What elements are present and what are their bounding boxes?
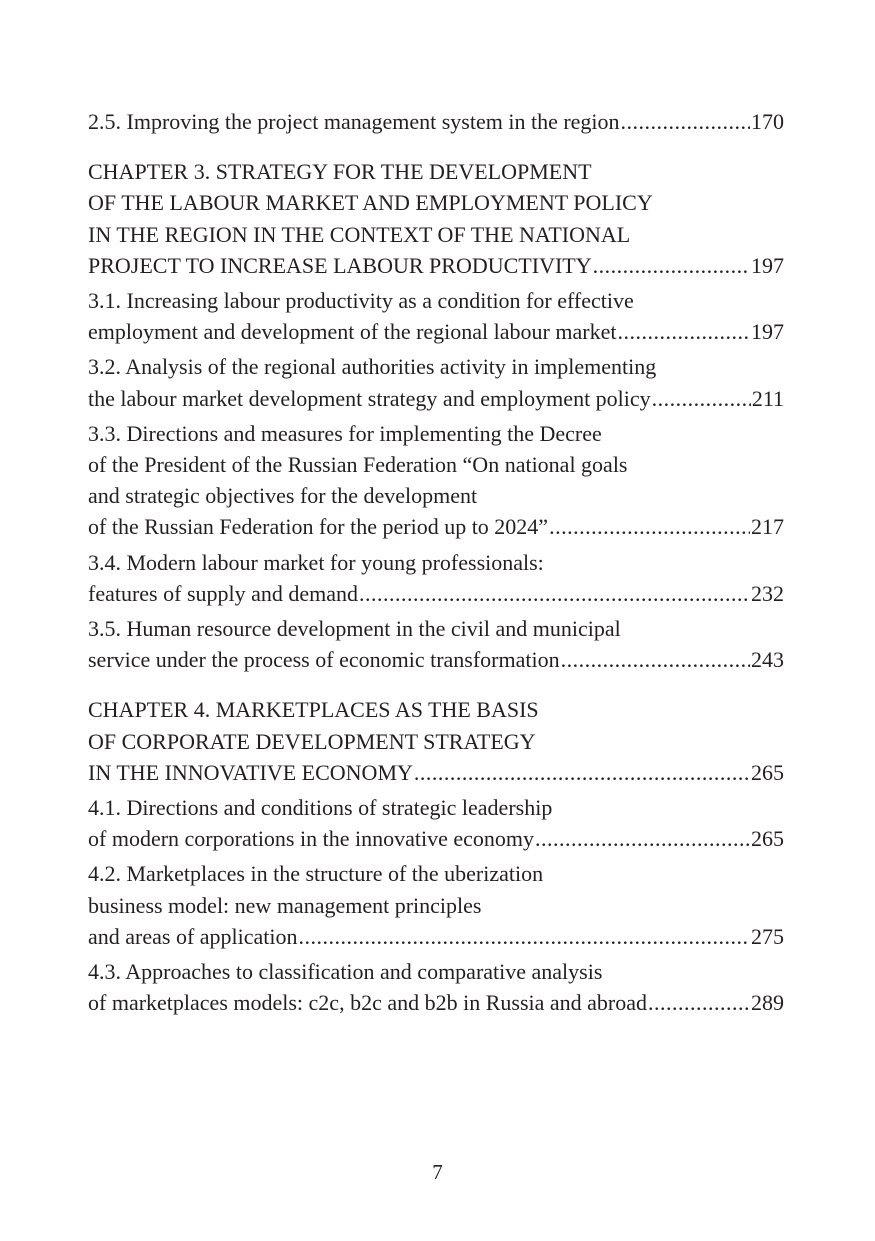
toc-line [88, 316, 784, 347]
table-of-contents [88, 106, 784, 1022]
toc-text: CHAPTER 3. STRATEGY FOR THE DEVELOPMENT [88, 159, 592, 185]
toc-text: of the President of the Russian Federation “On national goals [88, 452, 628, 478]
dot-leader [535, 823, 750, 854]
dot-leader [593, 250, 750, 281]
dot-leader [414, 757, 750, 788]
toc-entry-chapter-4[interactable] [88, 694, 784, 788]
page-ref: 289 [751, 990, 784, 1016]
toc-entry-4-3[interactable] [88, 956, 784, 1018]
dot-leader [621, 106, 750, 137]
toc-text: and strategic objectives for the development [88, 483, 478, 509]
toc-line [88, 106, 784, 137]
toc-line [88, 757, 784, 788]
toc-entry-3-1[interactable] [88, 285, 784, 347]
toc-text: features of supply and demand [88, 580, 359, 606]
toc-line [88, 383, 784, 414]
page-ref: 265 [751, 759, 784, 785]
page-ref: 197 [751, 319, 784, 345]
page-ref: 197 [751, 252, 784, 278]
toc-line [88, 511, 784, 542]
toc-entry-3-4[interactable] [88, 547, 784, 609]
toc-text: IN THE REGION IN THE CONTEXT OF THE NATIONAL [88, 221, 631, 247]
toc-entry-3-5[interactable] [88, 613, 784, 675]
toc-line [88, 823, 784, 854]
page-ref: 232 [751, 580, 784, 606]
toc-entry-3-3[interactable] [88, 418, 784, 543]
toc-text: OF CORPORATE DEVELOPMENT STRATEGY [88, 728, 536, 754]
toc-text: 3.2. Analysis of the regional authorities activity in implementing [88, 354, 657, 380]
toc-text: 3.3. Directions and measures for implementing the Decree [88, 420, 602, 446]
toc-line [88, 987, 784, 1018]
toc-entry-4-1[interactable] [88, 792, 784, 854]
toc-text: employment and development of the regional labour market [88, 319, 617, 345]
page-ref: 243 [751, 647, 784, 673]
dot-leader [299, 921, 750, 952]
toc-entry-chapter-3[interactable] [88, 156, 784, 281]
toc-text: the labour market development strategy and employment policy [88, 385, 651, 411]
toc-text: 3.5. Human resource development in the civil and municipal [88, 616, 621, 642]
toc-line [88, 578, 784, 609]
page-ref: 217 [751, 514, 784, 540]
toc-text: 3.1. Increasing labour productivity as a condition for effective [88, 288, 634, 314]
toc-entry-4-2[interactable] [88, 858, 784, 952]
toc-text: 4.3. Approaches to classification and comparative analysis [88, 959, 603, 985]
page-ref: 265 [751, 826, 784, 852]
toc-entry-2-5[interactable] [88, 106, 784, 137]
dot-leader [561, 644, 750, 675]
toc-text: IN THE INNOVATIVE ECONOMY [88, 759, 413, 785]
toc-entry-3-2[interactable] [88, 351, 784, 413]
toc-text: 4.2. Marketplaces in the structure of the uberization [88, 861, 544, 887]
page-ref: 275 [751, 923, 784, 949]
toc-text: 2.5. Improving the project management system in the region [88, 109, 620, 134]
toc-text: of marketplaces models: c2c, b2c and b2b in Russia and abroad [88, 990, 648, 1016]
toc-text: of the Russian Federation for the period up to 2024” [88, 514, 549, 540]
toc-text: 4.1. Directions and conditions of strategic leadership [88, 795, 553, 821]
toc-line [88, 644, 784, 675]
page-number: 7 [432, 1160, 443, 1184]
toc-text: PROJECT TO INCREASE LABOUR PRODUCTIVITY [88, 252, 592, 278]
dot-leader [652, 383, 751, 414]
toc-text: service under the process of economic transformation [88, 647, 560, 673]
page-ref: 211 [751, 385, 784, 411]
dot-leader [549, 511, 750, 542]
toc-text: and areas of application [88, 923, 298, 949]
toc-text: OF THE LABOUR MARKET AND EMPLOYMENT POLICY [88, 190, 653, 216]
toc-text: of modern corporations in the innovative economy [88, 826, 534, 852]
page-ref: 170 [751, 109, 784, 134]
dot-leader [617, 316, 750, 347]
toc-line [88, 250, 784, 281]
toc-text: CHAPTER 4. MARKETPLACES AS THE BASIS [88, 697, 539, 723]
dot-leader [648, 987, 750, 1018]
toc-text: 3.4. Modern labour market for young professionals: [88, 549, 544, 575]
toc-text: business model: new management principles [88, 892, 482, 918]
toc-line [88, 921, 784, 952]
dot-leader [359, 578, 750, 609]
